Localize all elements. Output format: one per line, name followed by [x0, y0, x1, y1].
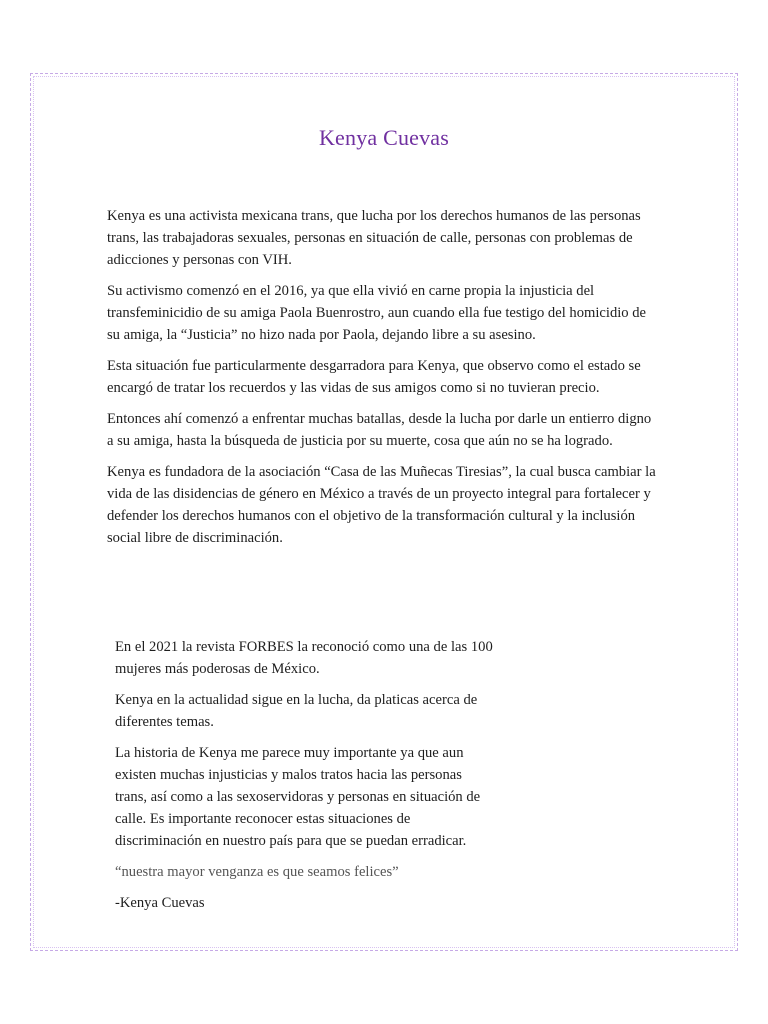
- paragraph-association: Kenya es fundadora de la asociación “Casa de las Muñecas Tiresias”, la cual busca cambiar la vida de las disidencias de género en México a través de un proyecto integral para fortalecer y defender los derechos humanos con el objetivo de la transformación cultural y la inclusión social libre de discriminación.: [107, 464, 656, 546]
- quote-author: -Kenya Cuevas: [115, 895, 205, 911]
- quote: “nuestra mayor venganza es que seamos felices”: [115, 864, 399, 880]
- page-title: Kenya Cuevas: [318, 125, 450, 150]
- paragraph-activism: Su activismo comenzó en el 2016, ya que ella vivió en carne propia la injusticia del transfeminicidio de su amiga Paola Buenrostro, aun cuando ella fue testigo del homicidio de su amiga, la “Justicia” no hizo nada por Paola, dejando libre a su asesino.: [107, 283, 647, 343]
- paragraph-battles: Entonces ahí comenzó a enfrentar muchas batallas, desde la lucha por darle un entierro digno a su amiga, hasta la búsqueda de justicia por su muerte, cosa que aún no se ha logrado.: [107, 411, 652, 449]
- paragraph-current: Kenya en la actualidad sigue en la lucha, da platicas acerca de diferentes temas.: [115, 692, 478, 730]
- paragraph-forbes: En el 2021 la revista FORBES la reconoció como una de las 100 mujeres más poderosas de México.: [115, 639, 493, 677]
- paragraph-intro: Kenya es una activista mexicana trans, que lucha por los derechos humanos de las personas trans, las trabajadoras sexuales, personas en situación de calle, personas con problemas de adicciones y personas con VIH.: [107, 208, 641, 268]
- main-text-block: [107, 205, 659, 558]
- paragraph-situation: Esta situación fue particularmente desgarradora para Kenya, que observo como el estado se encargó de tratar los recuerdos y las vidas de sus amigos como si no tuvieran precio.: [107, 358, 641, 396]
- paragraph-opinion: La historia de Kenya me parece muy importante ya que aun existen muchas injusticias y malos tratos hacia las personas trans, así como a las sexoservidoras y personas en situación de calle. Es importante reconocer estas situaciones de discriminación en nuestro país para que se puedan erradicar.: [115, 745, 481, 849]
- side-text-block: [115, 636, 493, 923]
